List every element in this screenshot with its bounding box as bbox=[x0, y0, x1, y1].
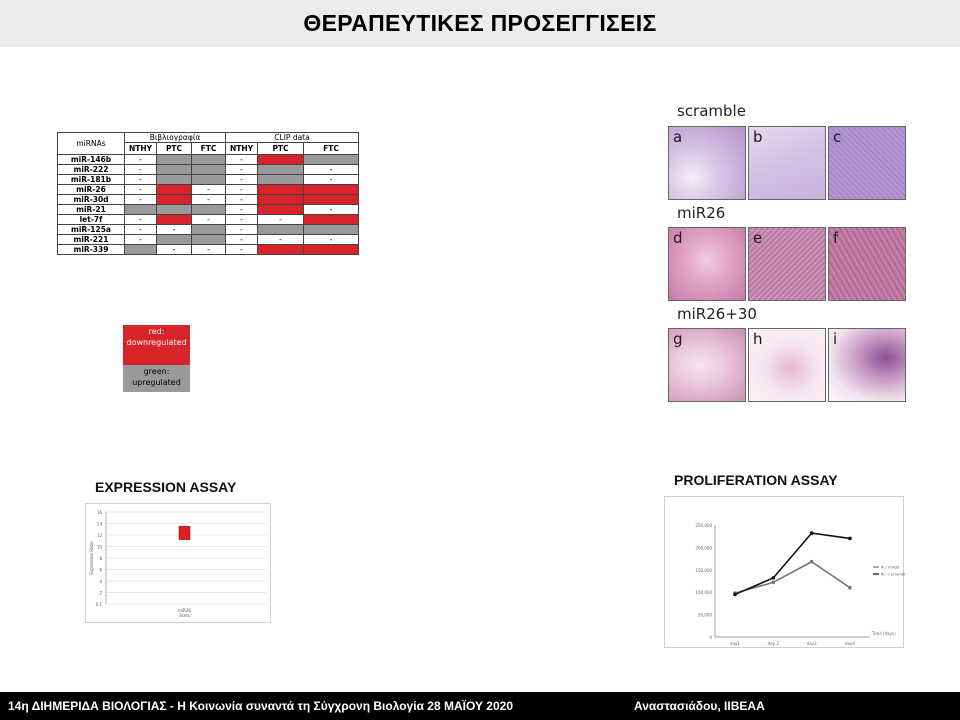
mirna-name-cell: miR-222 bbox=[58, 165, 125, 175]
expression-cell: - bbox=[125, 175, 157, 185]
series-point bbox=[810, 531, 814, 535]
y-tick-label: 8 bbox=[99, 556, 102, 561]
x-tick-label: day3 bbox=[806, 641, 817, 646]
expression-cell bbox=[304, 225, 359, 235]
mirna-name-cell: miR-26 bbox=[58, 185, 125, 195]
panel-letter: b bbox=[753, 128, 763, 146]
clip-group-header: CLIP data bbox=[226, 133, 359, 143]
x-tick-label: day4 bbox=[845, 641, 855, 646]
color-legend bbox=[123, 325, 190, 392]
expression-cell bbox=[192, 235, 226, 245]
table-row bbox=[58, 215, 359, 225]
panel-letter: c bbox=[833, 128, 842, 146]
y-tick-label: 2 bbox=[99, 590, 102, 596]
proliferation-chart-frame bbox=[664, 496, 904, 648]
column-header: PTC bbox=[258, 143, 304, 155]
expression-cell: - bbox=[226, 165, 258, 175]
expression-cell: - bbox=[125, 165, 157, 175]
panel-letter: g bbox=[673, 330, 683, 348]
legend-label: Ru + scramble bbox=[881, 572, 905, 577]
x-tick-label: day 2 bbox=[767, 641, 779, 646]
group-label-scramble: scramble bbox=[677, 102, 746, 120]
expression-cell: - bbox=[125, 155, 157, 165]
histology-image-e bbox=[748, 227, 826, 301]
legend-downregulated: red: downregulated bbox=[123, 325, 190, 365]
mirna-table bbox=[57, 132, 359, 255]
expression-assay-heading: EXPRESSION ASSAY bbox=[95, 479, 237, 495]
y-tick-label: 250,000 bbox=[695, 523, 712, 528]
y-tick-label: 0.1 bbox=[95, 602, 102, 607]
table-row bbox=[58, 165, 359, 175]
expression-cell bbox=[258, 155, 304, 165]
table-row bbox=[58, 245, 359, 255]
group-label-mir26: miR26 bbox=[677, 204, 726, 222]
expression-cell bbox=[157, 155, 192, 165]
x-axis-label: Time (days) bbox=[872, 631, 896, 636]
table-row bbox=[58, 195, 359, 205]
x-category-label: miR26 bbox=[178, 608, 191, 613]
table-row bbox=[58, 235, 359, 245]
expression-cell bbox=[125, 205, 157, 215]
panel-letter: i bbox=[833, 330, 838, 348]
footer-bar bbox=[0, 692, 960, 720]
mirna-table-body bbox=[58, 133, 359, 255]
expression-cell: - bbox=[226, 155, 258, 165]
footer-event-text: 14η ΔΙΗΜΕΡΙΔΑ ΒΙΟΛΟΓΙΑΣ - Η Κοινωνία συναντά τη Σύγχρονη Βιολογία 28 ΜΑΪΟΥ 2020 bbox=[8, 699, 513, 713]
expression-cell: - bbox=[226, 205, 258, 215]
y-axis-label: Expression Ratio bbox=[89, 541, 94, 575]
histology-image-g bbox=[668, 328, 746, 402]
table-corner-header: miRNAs bbox=[58, 133, 125, 155]
legend-upregulated: green: upregulated bbox=[123, 365, 190, 392]
column-header: NTHY bbox=[125, 143, 157, 155]
expression-cell: - bbox=[304, 205, 359, 215]
expression-cell: - bbox=[125, 225, 157, 235]
mirna-name-cell: miR-181b bbox=[58, 175, 125, 185]
expression-bar bbox=[179, 526, 190, 539]
expression-cell bbox=[258, 185, 304, 195]
expression-cell: - bbox=[226, 215, 258, 225]
mirna-name-cell: miR-30d bbox=[58, 195, 125, 205]
expression-cell bbox=[304, 215, 359, 225]
expression-cell: - bbox=[125, 215, 157, 225]
histology-image-c bbox=[828, 126, 906, 200]
column-header: NTHY bbox=[226, 143, 258, 155]
expression-cell bbox=[157, 215, 192, 225]
panel-letter: d bbox=[673, 229, 683, 247]
expression-cell: - bbox=[125, 195, 157, 205]
expression-cell bbox=[258, 225, 304, 235]
histology-image-i bbox=[828, 328, 906, 402]
expression-cell bbox=[304, 245, 359, 255]
expression-cell bbox=[192, 155, 226, 165]
histology-image-f bbox=[828, 227, 906, 301]
expression-cell bbox=[157, 235, 192, 245]
table-row bbox=[58, 155, 359, 165]
series-point bbox=[772, 581, 776, 585]
expression-cell: - bbox=[192, 195, 226, 205]
expression-cell: - bbox=[226, 235, 258, 245]
expression-cell: - bbox=[226, 225, 258, 235]
panel-letter: h bbox=[753, 330, 763, 348]
expression-cell: - bbox=[226, 175, 258, 185]
y-tick-label: 14 bbox=[96, 521, 102, 527]
expression-cell: - bbox=[125, 185, 157, 195]
expression-cell: - bbox=[125, 235, 157, 245]
expression-cell: - bbox=[157, 225, 192, 235]
title-bar bbox=[0, 0, 960, 47]
expression-cell: - bbox=[304, 235, 359, 245]
expression-cell bbox=[258, 175, 304, 185]
expression-cell bbox=[157, 195, 192, 205]
y-tick-label: 16 bbox=[96, 510, 102, 515]
page-title: ΘΕΡΑΠΕΥΤΙΚΕΣ ΠΡΟΣΕΓΓΙΣΕΙΣ bbox=[303, 10, 657, 36]
series-line bbox=[735, 533, 850, 594]
mirna-name-cell: miR-221 bbox=[58, 235, 125, 245]
expression-cell bbox=[258, 165, 304, 175]
mirna-name-cell: miR-146b bbox=[58, 155, 125, 165]
panel-letter: e bbox=[753, 229, 763, 247]
table-row bbox=[58, 225, 359, 235]
table-row bbox=[58, 175, 359, 185]
proliferation-assay-heading: PROLIFERATION ASSAY bbox=[674, 472, 838, 488]
expression-cell: - bbox=[258, 215, 304, 225]
y-tick-label: 0 bbox=[709, 635, 712, 640]
expression-cell bbox=[192, 205, 226, 215]
panel-letter: a bbox=[673, 128, 683, 146]
expression-cell: - bbox=[192, 185, 226, 195]
expression-cell: - bbox=[226, 195, 258, 205]
mirna-name-cell: miR-339 bbox=[58, 245, 125, 255]
y-tick-label: 150,000 bbox=[695, 567, 712, 573]
expression-cell bbox=[304, 185, 359, 195]
proliferation-line-chart bbox=[665, 497, 905, 649]
expression-cell bbox=[304, 155, 359, 165]
table-header-row bbox=[58, 133, 359, 143]
expression-cell bbox=[157, 175, 192, 185]
expression-cell bbox=[192, 225, 226, 235]
series-line bbox=[735, 562, 850, 593]
expression-cell: - bbox=[304, 165, 359, 175]
table-row bbox=[58, 185, 359, 195]
histology-image-a bbox=[668, 126, 746, 200]
histology-image-h bbox=[748, 328, 826, 402]
x-tick-label: day1 bbox=[730, 641, 740, 646]
mirna-name-cell: miR-125a bbox=[58, 225, 125, 235]
panel-letter: f bbox=[833, 229, 839, 247]
expression-cell bbox=[258, 245, 304, 255]
expression-cell: - bbox=[226, 185, 258, 195]
column-header: FTC bbox=[192, 143, 226, 155]
y-tick-label: 100,000 bbox=[695, 590, 712, 596]
y-tick-label: 4 bbox=[99, 579, 102, 584]
expression-cell: - bbox=[192, 215, 226, 225]
footer-author-text: Αναστασιάδου, ΙΙΒΕΑΑ bbox=[634, 699, 765, 713]
expression-cell bbox=[157, 165, 192, 175]
group-label-mir26-30: miR26+30 bbox=[677, 305, 757, 323]
mirna-name-cell: miR-21 bbox=[58, 205, 125, 215]
y-tick-label: 10 bbox=[96, 544, 102, 550]
expression-cell: - bbox=[304, 175, 359, 185]
expression-cell bbox=[192, 165, 226, 175]
expression-cell bbox=[157, 205, 192, 215]
series-point bbox=[848, 537, 852, 541]
column-header: PTC bbox=[157, 143, 192, 155]
table-row bbox=[58, 205, 359, 215]
expression-cell: - bbox=[157, 245, 192, 255]
y-tick-label: 200,000 bbox=[695, 545, 712, 551]
expression-bar-chart bbox=[86, 504, 272, 624]
expression-cell bbox=[304, 195, 359, 205]
expression-chart-frame bbox=[85, 503, 271, 623]
x-category-label: 3sets bbox=[179, 613, 190, 618]
expression-cell bbox=[258, 205, 304, 215]
mirna-name-cell: let-7f bbox=[58, 215, 125, 225]
y-tick-label: 6 bbox=[99, 567, 102, 573]
y-tick-label: 12 bbox=[96, 533, 102, 538]
expression-cell: - bbox=[192, 245, 226, 255]
y-tick-label: 50,000 bbox=[698, 612, 712, 618]
column-header: FTC bbox=[304, 143, 359, 155]
legend-label: Ru: miR26 bbox=[881, 565, 900, 570]
histology-image-b bbox=[748, 126, 826, 200]
series-point bbox=[848, 586, 852, 590]
expression-cell bbox=[125, 245, 157, 255]
series-point bbox=[810, 560, 814, 564]
expression-cell bbox=[258, 195, 304, 205]
expression-cell bbox=[157, 185, 192, 195]
expression-cell: - bbox=[226, 245, 258, 255]
expression-cell bbox=[192, 175, 226, 185]
histology-image-d bbox=[668, 227, 746, 301]
series-point bbox=[772, 576, 776, 580]
literature-group-header: Βιβλιογραφία bbox=[125, 133, 226, 143]
series-point bbox=[733, 593, 737, 597]
expression-cell: - bbox=[258, 235, 304, 245]
